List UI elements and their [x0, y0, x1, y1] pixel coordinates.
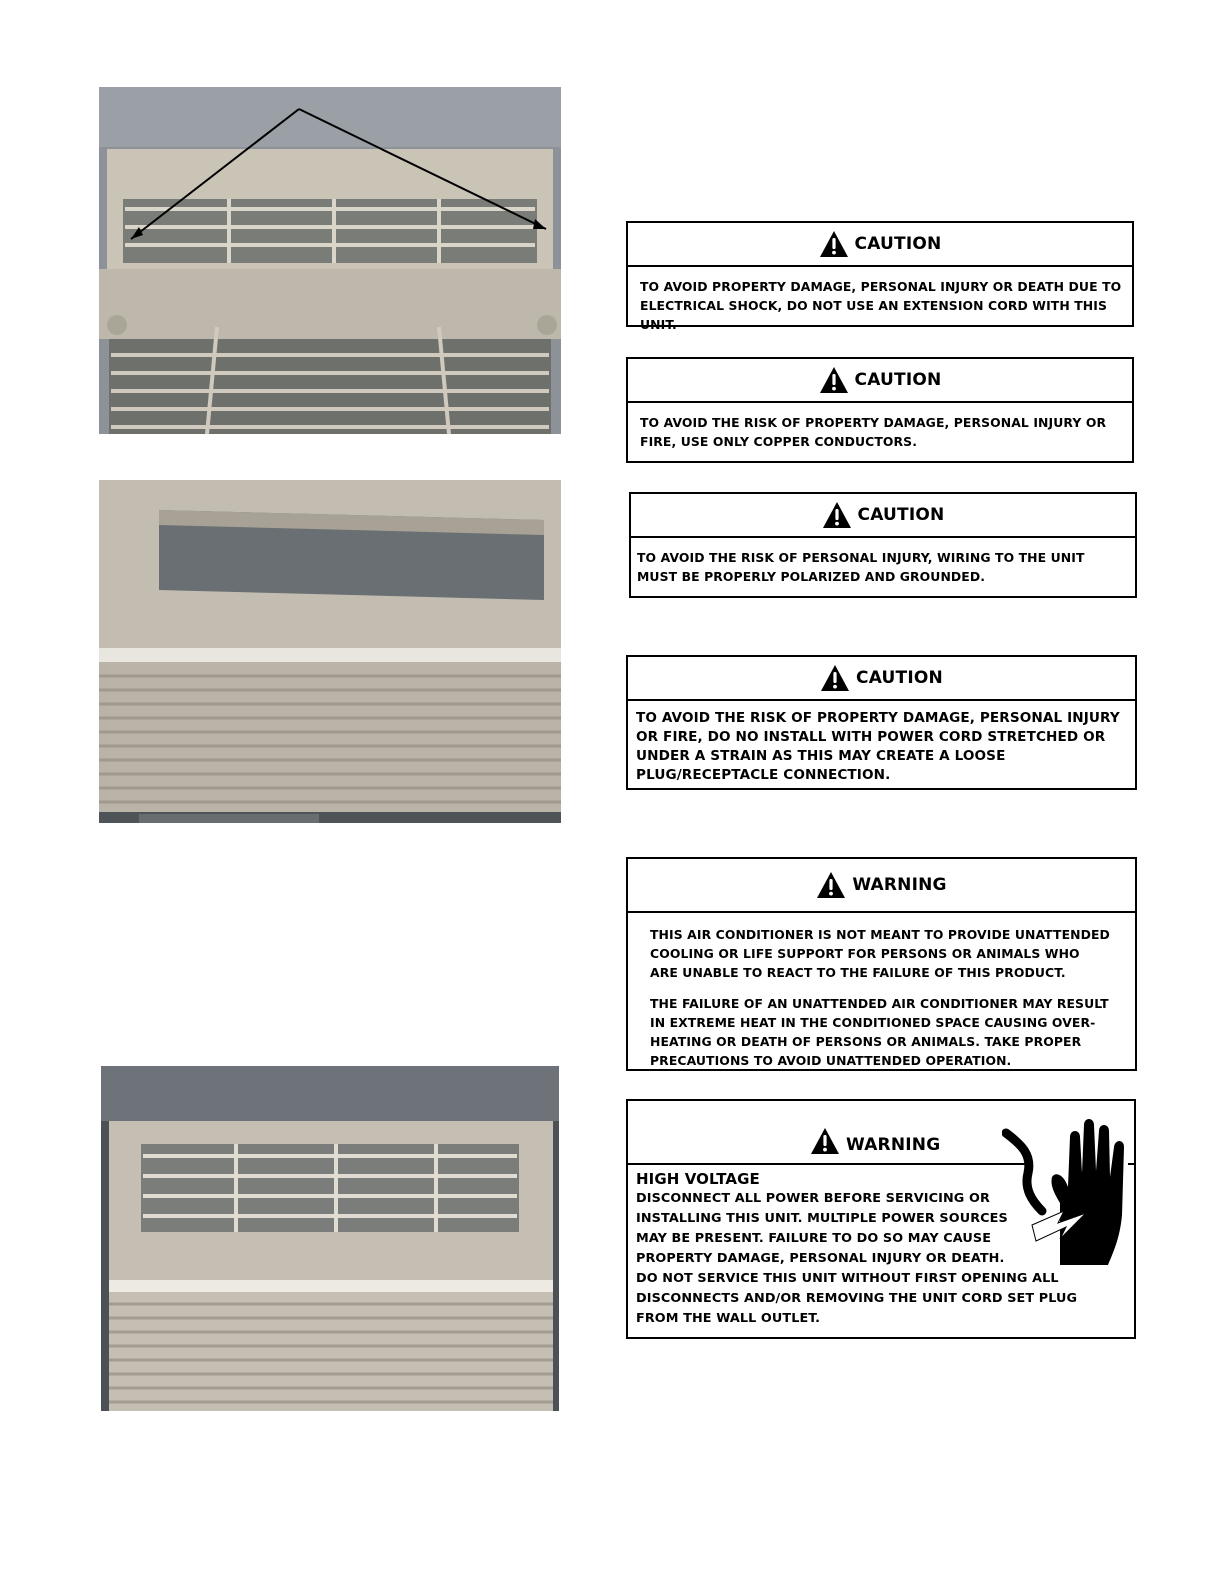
notice-title: CAUTION: [857, 505, 945, 525]
warning-triangle-icon: [816, 871, 846, 899]
photo-grille-top-view: [99, 87, 561, 434]
warning-notice-unattended-operation: [626, 857, 1137, 1071]
notice-text: TO AVOID THE RISK OF PERSONAL INJURY, WIRING TO THE UNIT MUST BE PROPERLY POLARIZED AND GROUNDED.: [637, 550, 1085, 584]
notice-text: DISCONNECT ALL POWER BEFORE SERVICING OR INSTALLING THIS UNIT. MULTIPLE POWER SOURCES MAY BE PRESENT. FAILURE TO DO SO MAY CAUSE PROPERTY DAMAGE, PERSONAL INJURY OR DEATH.: [636, 1191, 1008, 1266]
notice-header: [628, 223, 1132, 267]
warning-triangle-icon: [819, 230, 849, 258]
notice-text: TO AVOID THE RISK OF PROPERTY DAMAGE, PERSONAL INJURY OR FIRE, USE ONLY COPPER CONDUCTORS.: [640, 415, 1107, 449]
notice-header: [631, 494, 1135, 538]
notice-text: TO AVOID THE RISK OF PROPERTY DAMAGE, PERSONAL INJURY OR FIRE, DO NO INSTALL WITH POWER CORD STRETCHED OR UNDER A STRAIN AS THIS MAY CREATE A LOOSE PLUG/RECEPTACLE CONNECTION.: [636, 710, 1120, 783]
warning-notice-high-voltage: [626, 1099, 1136, 1339]
warning-triangle-icon: [810, 1127, 840, 1155]
electric-shock-hand-icon: [1002, 1115, 1134, 1277]
warning-triangle-icon: [820, 664, 850, 692]
notice-divider: [628, 1163, 1028, 1165]
notice-body: [628, 701, 1135, 793]
notice-body: [631, 538, 1135, 594]
notice-text: THE FAILURE OF AN UNATTENDED AIR CONDITIONER MAY RESULT IN EXTREME HEAT IN THE CONDITIONED SPACE CAUSING OVER-HEATING OR DEATH OF PERSONS OR ANIMALS. TAKE PROPER PRECAUTIONS TO AVOID UNATTENDED OPERATION.: [650, 996, 1109, 1068]
notice-header: [628, 657, 1135, 701]
high-voltage-heading: HIGH VOLTAGE: [636, 1170, 760, 1188]
warning-triangle-icon: [819, 366, 849, 394]
caution-notice-extension-cord: [626, 221, 1134, 332]
notice-header: [628, 359, 1132, 403]
notice-text: TO AVOID PROPERTY DAMAGE, PERSONAL INJURY OR DEATH DUE TO ELECTRICAL SHOCK, DO NOT USE AN EXTENSION CORD WITH THIS UNIT.: [640, 279, 1122, 332]
caution-notice-power-cord: [626, 655, 1137, 790]
notice-title: CAUTION: [854, 234, 942, 254]
notice-title: CAUTION: [854, 370, 942, 390]
notice-body: [628, 913, 1135, 1078]
photo-grille-front-angle: [99, 480, 561, 823]
caution-notice-copper-conductors: [626, 357, 1134, 463]
notice-title: CAUTION: [856, 668, 943, 688]
warning-triangle-icon: [822, 501, 852, 529]
notice-body: [628, 267, 1132, 342]
notice-header: [628, 859, 1135, 913]
notice-title: WARNING: [852, 875, 947, 895]
notice-title: WARNING: [846, 1135, 941, 1155]
caution-notice-polarized-grounded: [629, 492, 1137, 598]
photo-grille-installed: [101, 1066, 559, 1411]
notice-text: THIS AIR CONDITIONER IS NOT MEANT TO PROVIDE UNATTENDED COOLING OR LIFE SUPPORT FOR PERSONS OR ANIMALS WHO ARE UNABLE TO REACT TO THE FAILURE OF THIS PRODUCT.: [650, 927, 1110, 980]
notice-body: [628, 403, 1132, 459]
notice-text: DO NOT SERVICE THIS UNIT WITHOUT FIRST OPENING ALL DISCONNECTS AND/OR REMOVING THE UNIT CORD SET PLUG FROM THE WALL OUTLET.: [636, 1271, 1078, 1326]
